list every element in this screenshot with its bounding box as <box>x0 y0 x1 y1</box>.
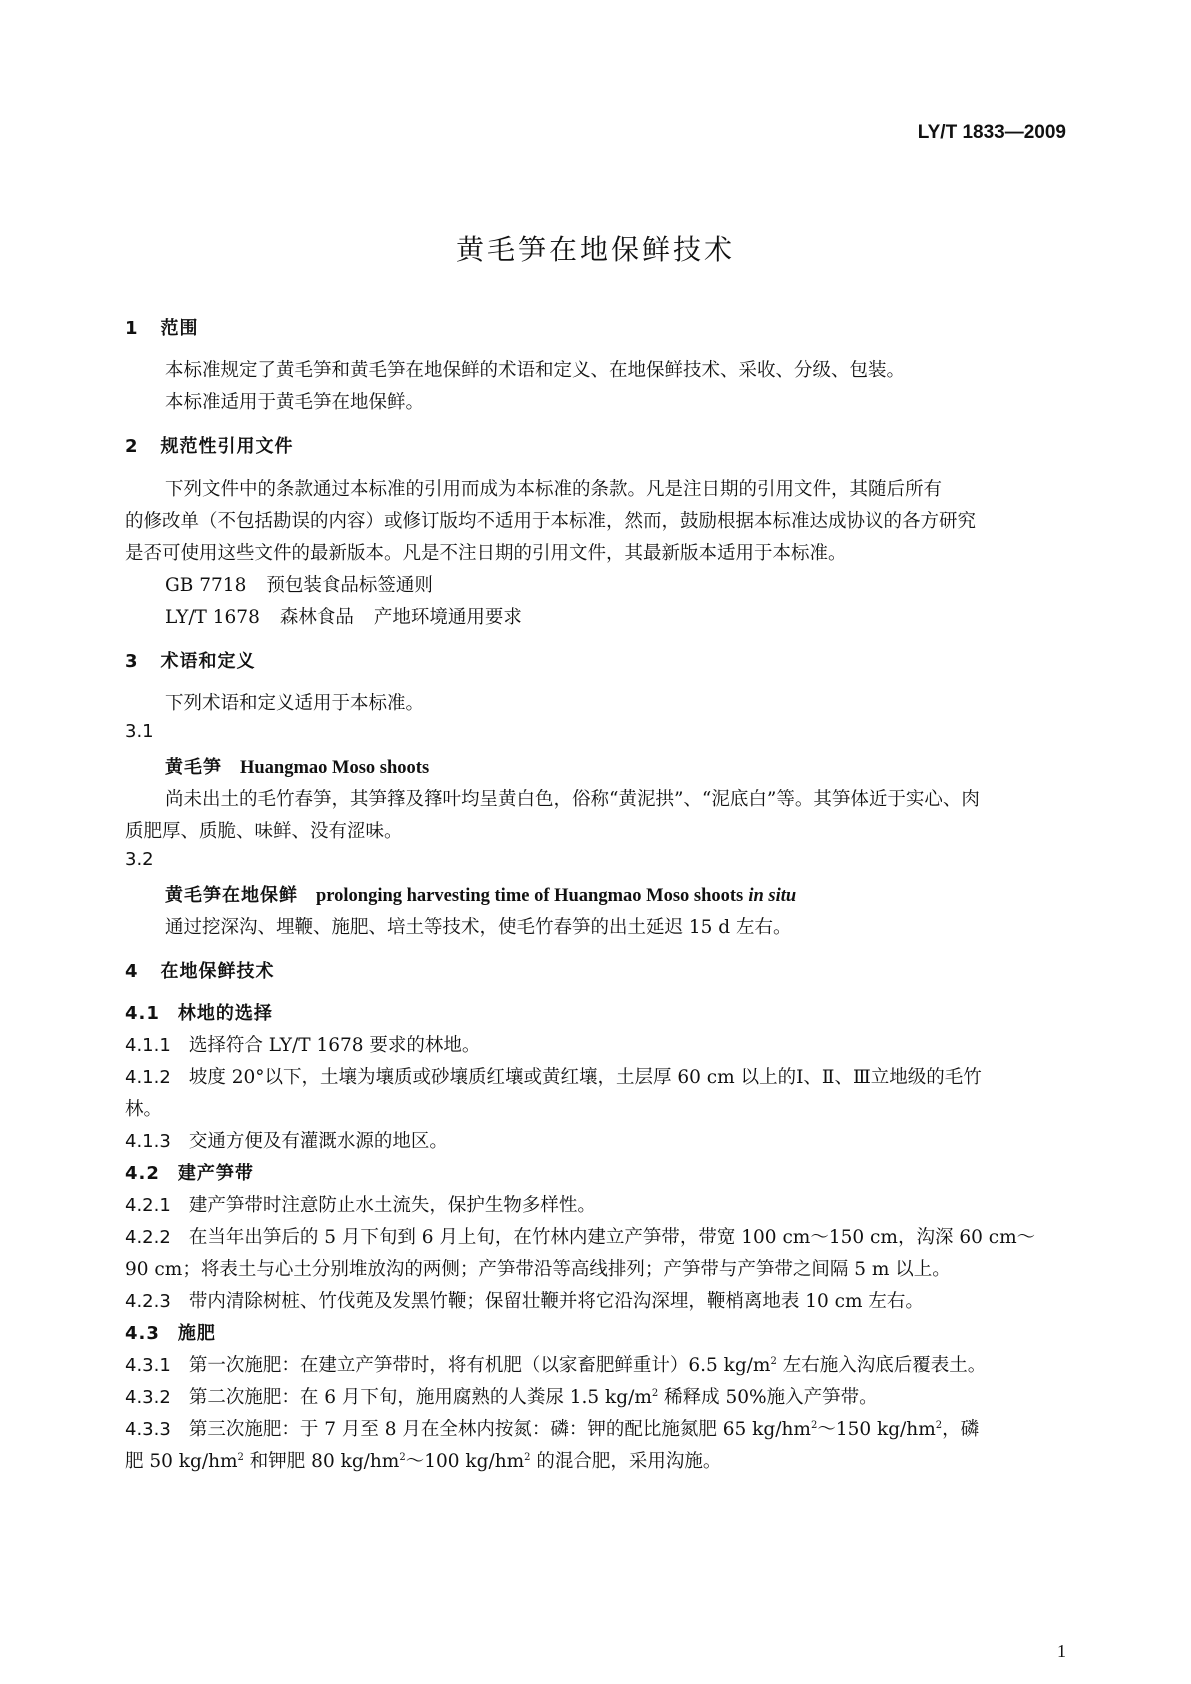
clause-text: 的混合肥，采用沟施。 <box>530 1451 722 1472</box>
section-1-heading <box>125 314 199 340</box>
paragraph-line: 是否可使用这些文件的最新版本。凡是不注日期的引用文件，其最新版本适用于本标准。 <box>125 543 847 564</box>
term-number: 3.1 <box>125 721 154 742</box>
section-title: 范围 <box>160 318 199 339</box>
clause-number: 4.3.2 <box>125 1387 171 1408</box>
clause-text: 左右施入沟底后覆表土。 <box>776 1355 987 1376</box>
reference-code: LY/T 1678 <box>165 607 260 628</box>
paragraph-line: 下列文件中的条款通过本标准的引用而成为本标准的条款。凡是注日期的引用文件，其随后所有 <box>165 479 943 500</box>
section-number: 4 <box>125 961 139 982</box>
term-heading <box>165 881 796 907</box>
subsection-4-2-heading <box>125 1159 254 1185</box>
term-definition-line: 质肥厚、质脆、味鲜、没有涩味。 <box>125 821 403 842</box>
superscript: 2 <box>935 1419 943 1431</box>
subsection-title: 建产笋带 <box>177 1163 254 1184</box>
clause-number: 4.3.1 <box>125 1355 171 1376</box>
paragraph: 下列术语和定义适用于本标准。 <box>165 693 425 714</box>
clause <box>125 1063 982 1089</box>
clause-text: ～100 kg/hm <box>405 1451 525 1472</box>
section-3-heading <box>125 647 256 673</box>
document-title: 黄毛笋在地保鲜技术 <box>455 233 735 266</box>
clause <box>125 1191 596 1217</box>
clause-text: 和钾肥 80 kg/hm <box>243 1451 400 1472</box>
term-heading <box>165 753 429 779</box>
paragraph: 本标准规定了黄毛笋和黄毛笋在地保鲜的术语和定义、在地保鲜技术、采收、分级、包装。 <box>165 360 906 381</box>
clause-text: 第三次施肥：于 7 月至 8 月在全林内按氮：磷：钾的配比施氮肥 65 kg/hm <box>188 1419 811 1440</box>
subsection-4-3-heading <box>125 1319 216 1345</box>
clause-text: 带内清除树桩、竹伐蔸及发黑竹鞭；保留壮鞭并将它沿沟深埋，鞭梢离地表 10 cm 左右。 <box>188 1291 924 1312</box>
clause-text: 选择符合 LY/T 1678 要求的林地。 <box>188 1035 481 1056</box>
clause-number: 4.3.3 <box>125 1419 171 1440</box>
clause <box>125 1287 924 1313</box>
superscript: 2 <box>237 1451 244 1463</box>
superscript: 2 <box>810 1419 818 1431</box>
reference-title: 森林食品 <box>279 607 354 628</box>
clause <box>125 1351 986 1377</box>
clause <box>125 1383 878 1409</box>
section-title: 术语和定义 <box>160 651 256 672</box>
superscript: 2 <box>399 1451 406 1463</box>
term-english: Huangmao Moso shoots <box>240 758 430 778</box>
clause-number: 4.1.3 <box>125 1131 171 1152</box>
subsection-number: 4.2 <box>125 1163 160 1184</box>
clause-continuation: 90 cm；将表土与心土分别堆放沟的两侧；产笋带沿等高线排列；产笋带与产笋带之间隔 5 m 以上。 <box>125 1259 951 1280</box>
subsection-4-1-heading <box>125 999 273 1025</box>
clause-number: 4.2.2 <box>125 1227 171 1248</box>
superscript: 2 <box>524 1451 531 1463</box>
page-number: 1 <box>1057 1641 1066 1661</box>
term-chinese: 黄毛笋在地保鲜 <box>165 885 298 906</box>
clause-text: ，磷 <box>942 1419 980 1440</box>
reference-item <box>165 603 522 629</box>
clause-text: 第二次施肥：在 6 月下旬，施用腐熟的人粪尿 1.5 kg/m <box>188 1387 652 1408</box>
subsection-number: 4.1 <box>125 1003 160 1024</box>
section-title: 在地保鲜技术 <box>160 961 275 982</box>
term-chinese: 黄毛笋 <box>165 757 222 778</box>
reference-title: 产地环境通用要求 <box>373 607 522 628</box>
clause <box>125 1031 480 1057</box>
superscript: 2 <box>770 1355 777 1367</box>
clause-number: 4.2.3 <box>125 1291 171 1312</box>
clause-number: 4.1.1 <box>125 1035 171 1056</box>
term-definition-line: 尚未出土的毛竹春笋，其笋箨及箨叶均呈黄白色，俗称“黄泥拱”、“泥底白”等。其笋体近于实心、肉 <box>165 789 980 810</box>
reference-title: 预包装食品标签通则 <box>266 575 433 596</box>
clause-text: 坡度 20°以下，土壤为壤质或砂壤质红壤或黄红壤，土层厚 60 cm 以上的Ⅰ、Ⅱ、Ⅲ立地级的毛竹 <box>188 1067 982 1088</box>
section-title: 规范性引用文件 <box>160 436 294 457</box>
clause-text: 建产笋带时注意防止水土流失，保护生物多样性。 <box>188 1195 596 1216</box>
clause <box>125 1223 1035 1249</box>
section-4-heading <box>125 957 275 983</box>
subsection-title: 林地的选择 <box>177 1003 273 1024</box>
term-english-italic: in situ <box>748 886 797 906</box>
section-number: 1 <box>125 318 139 339</box>
paragraph: 本标准适用于黄毛笋在地保鲜。 <box>165 392 425 413</box>
clause <box>125 1127 448 1153</box>
subsection-number: 4.3 <box>125 1323 160 1344</box>
clause-number: 4.1.2 <box>125 1067 171 1088</box>
clause-continuation <box>125 1447 721 1473</box>
clause-text: 第一次施肥：在建立产笋带时，将有机肥（以家畜肥鲜重计）6.5 kg/m <box>188 1355 771 1376</box>
clause-text: 在当年出笋后的 5 月下旬到 6 月上旬，在竹林内建立产笋带，带宽 100 cm～150 cm，沟深 60 cm～ <box>188 1227 1036 1248</box>
clause <box>125 1415 979 1441</box>
subsection-title: 施肥 <box>177 1323 216 1344</box>
clause-text: 交通方便及有灌溉水源的地区。 <box>188 1131 448 1152</box>
section-2-heading <box>125 432 294 458</box>
reference-item <box>165 571 433 597</box>
standard-number: LY/T 1833—2009 <box>917 122 1066 143</box>
term-english: prolonging harvesting time of Huangmao Moso shoots <box>316 886 744 906</box>
term-number: 3.2 <box>125 849 154 870</box>
clause-number: 4.2.1 <box>125 1195 171 1216</box>
section-number: 3 <box>125 651 139 672</box>
term-definition: 通过挖深沟、埋鞭、施肥、培土等技术，使毛竹春笋的出土延迟 15 d 左右。 <box>165 917 792 938</box>
paragraph-line: 的修改单（不包括勘误的内容）或修订版均不适用于本标准，然而，鼓励根据本标准达成协议的各方研究 <box>125 511 977 532</box>
section-number: 2 <box>125 436 139 457</box>
clause-text: 肥 50 kg/hm <box>125 1451 238 1472</box>
superscript: 2 <box>651 1387 659 1399</box>
clause-text: 稀释成 50%施入产笋带。 <box>658 1387 878 1408</box>
reference-code: GB 7718 <box>165 575 247 596</box>
clause-continuation: 林。 <box>125 1099 163 1120</box>
clause-text: ～150 kg/hm <box>817 1419 936 1440</box>
